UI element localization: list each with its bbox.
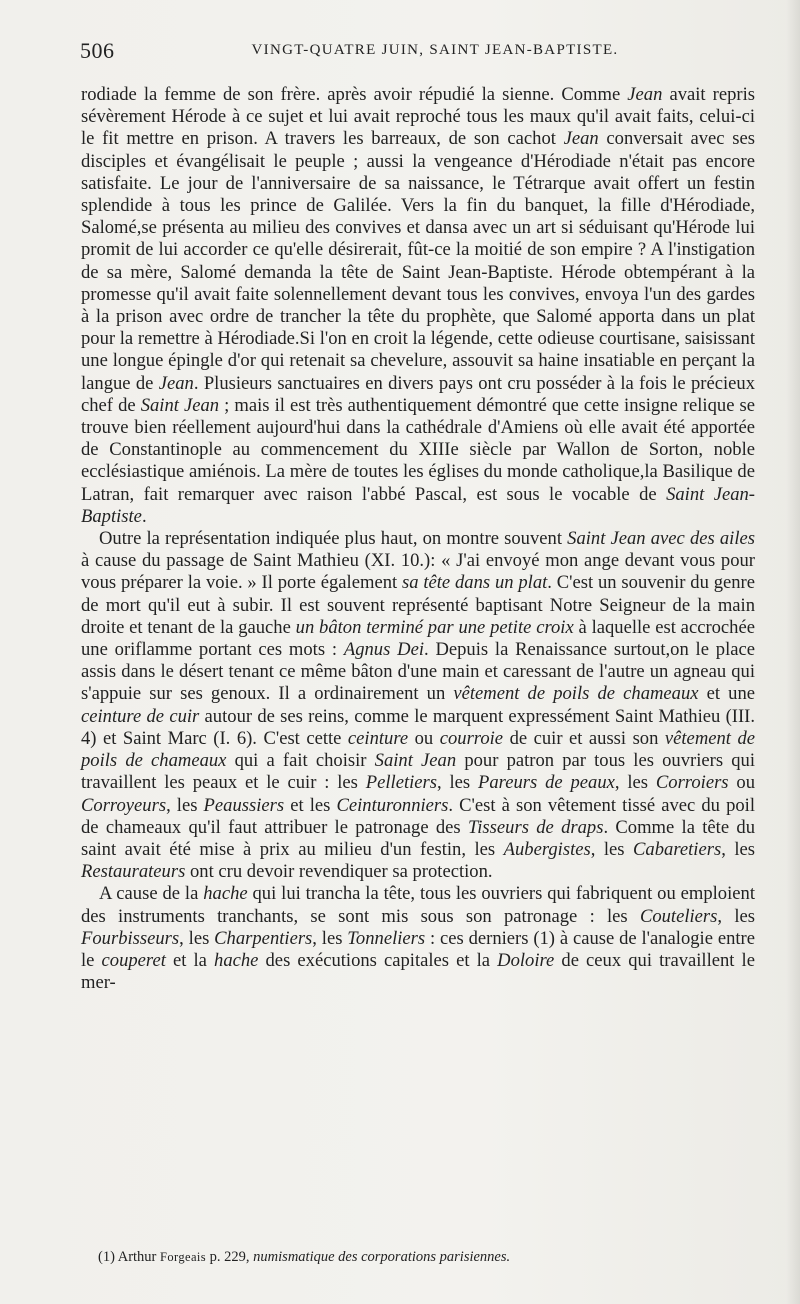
text-run: à cause du passage de Saint Mathieu (XI. 10.): « J'ai envoyé mon ange devant vous pour vous préparer la voie. » Il porte également (81, 550, 755, 594)
italic-text: Fourbisseurs (81, 927, 180, 949)
italic-text: Jean (563, 128, 599, 150)
text-run: et les (284, 794, 337, 816)
text-run: ou (728, 772, 755, 794)
page-edge-shadow (786, 0, 800, 1304)
running-title: VINGT-QUATRE JUIN, SAINT JEAN-BAPTISTE. (251, 42, 619, 58)
italic-text: Saint Jean avec des ailes (567, 528, 755, 550)
text-run: . C'est à son vêtement tissé avec du poil de chameaux qu'il faut attribuer le patronage des (81, 794, 755, 838)
italic-text: sa tête dans un plat (401, 572, 548, 594)
italic-text: Aubergistes (503, 838, 591, 860)
body-text (81, 84, 755, 994)
text-run: . Plusieurs sanctuaires en divers pays ont cru posséder à la fois le précieux chef de (81, 372, 755, 416)
italic-text: Couteliers (639, 905, 718, 927)
text-run: . C'est un souvenir du genre de mort qu'il eut à subir. Il est souvent représenté baptisant Notre Seigneur de la main droite et tenant de la gauche (81, 572, 755, 638)
text-run: ont cru devoir revendiquer sa protection. (185, 861, 493, 883)
text-run: conversait avec ses disciples et évangélisait le peuple ; aussi la vengeance d'Hérodiade n'était pas encore satisfaite. Le jour de l'anniversaire de sa naissance, le Tétrarque avait offert un festin splendide à tous les prince de Galilée. Vers la fin du banquet, la fille d'Hérodiade, Salomé,se présenta au milieu des convives et dansa avec un art si séduisant qu'Hérode lui promit de lui accorder ce qu'elle désirerait, fût-ce la moitié de son empire ? A l'instigation de sa mère, Salomé demanda la tête de Saint Jean-Baptiste. Hérode obtempérant à la promesse qu'il avait faite solennellement devant tous les convives, envoya l'un des gardes à la prison avec ordre de trancher la tête du prophète, que Salomé apporta dans un plat pour la remettre à Hérodiade.Si l'on en croit la légende, cette odieuse courtisane, saisissant une longue épingle d'or qui retenait sa chevelure, assouvit sa haine insatiable en perçant la langue de (81, 128, 755, 394)
text-run: qui lui trancha la tête, tous les ouvriers qui fabriquent ou emploient des instruments tranchants, se sont mis sous son patronage : les (81, 883, 755, 927)
paragraph (81, 528, 755, 883)
text-run: , les (179, 927, 215, 949)
italic-text: Pareurs de peaux (478, 772, 615, 794)
italic-text: hache (214, 949, 259, 971)
text-run: ou (408, 727, 440, 749)
text-run: des exécutions capitales et la (258, 949, 498, 971)
text-run: A cause de la (99, 883, 204, 905)
footnote-marker: (1) Arthur (98, 1249, 161, 1265)
text-run: pour patron par tous les ouvriers qui travaillent les peaux et le cuir : les (81, 750, 755, 794)
italic-text: Agnus Dei (343, 639, 424, 661)
italic-text: Tonneliers (347, 927, 426, 949)
footnote-page-ref: p. 229, (206, 1249, 254, 1265)
text-run: autour de ses reins, comme le marquent expressément Saint Mathieu (III. 4) et Saint Marc (I. 6). C'est cette (81, 705, 755, 749)
footnote-title: numismatique des corporations parisiennes. (253, 1249, 511, 1265)
text-run: à laquelle est accrochée une oriflamme portant ces mots : (81, 616, 755, 661)
text-run: , les (590, 838, 634, 860)
text-run: : ces derniers (1) à cause de l'analogie entre le (81, 927, 755, 971)
italic-text: un bâton terminé par une petite croix (295, 616, 574, 638)
text-run: , les (312, 927, 348, 949)
text-run: . Comme la tête du saint avait été mise à prix au milieu d'un festin, les (81, 816, 755, 860)
italic-text: Saint Jean-Baptiste (81, 483, 755, 527)
page-header (80, 38, 750, 68)
italic-text: Corroyeurs (81, 794, 167, 816)
text-run: rodiade la femme de son frère. après avoir répudié la sienne. Comme (81, 84, 628, 105)
text-run: , les (437, 772, 479, 794)
text-run: et la (165, 949, 215, 971)
text-run: qui a fait choisir (226, 750, 375, 772)
text-run: . (141, 505, 147, 527)
paragraph (81, 84, 755, 528)
italic-text: Corroiers (655, 772, 729, 794)
italic-text: Jean (158, 372, 194, 394)
text-run: Outre la représentation indiquée plus haut, on montre souvent (99, 528, 568, 550)
italic-text: vêtement de poils de chameaux (453, 683, 699, 705)
paragraph (81, 883, 755, 994)
text-run: , les (721, 838, 755, 860)
italic-text: Pelletiers (365, 772, 438, 794)
italic-text: Charpentiers (214, 927, 313, 949)
text-run: ; mais il est très authentiquement démontré que cette insigne relique se trouve bien réellement aujourd'hui dans la cathédrale d'Amiens où elle avait été apportée de Constantinople au commencement du XIIIe siècle par Wallon de Sorton, noble ecclésiastique amiénois. La mère de toutes les églises du monde catholique,la Basilique de Latran, fait remarquer avec raison l'abbé Pascal, est sous le vocable de (81, 394, 756, 505)
text-run: , les (166, 794, 204, 816)
italic-text: Doloire (497, 949, 555, 971)
italic-text: Cabaretiers (633, 838, 722, 860)
italic-text: ceinture de cuir (81, 705, 200, 727)
text-run: , les (614, 772, 656, 794)
text-run: de ceux qui travaillent le mer- (81, 949, 755, 994)
italic-text: couperet (101, 949, 166, 971)
italic-text: ceinture (347, 727, 409, 749)
text-run: et une (698, 683, 756, 705)
footnote (98, 1248, 758, 1266)
italic-text: Restaurateurs (81, 861, 186, 883)
text-run: , les (717, 905, 755, 927)
italic-text: Tisseurs de draps (467, 816, 604, 838)
italic-text: Ceinturonniers (336, 794, 449, 816)
italic-text: Saint Jean (140, 394, 220, 416)
text-run: avait repris sévèrement Hérode à ce sujet et lui avait reproché tous les maux qu'il avait faits, celui-ci le fit mettre en prison. A travers les barreaux, de son cachot (81, 84, 755, 150)
italic-text: Jean (627, 84, 663, 105)
italic-text: hache (203, 883, 248, 905)
italic-text: Peaussiers (203, 794, 285, 816)
footnote-author: Forgeais (160, 1250, 207, 1264)
text-run: . Depuis la Renaissance surtout,on le place assis dans le désert tenant ce même bâton d'une main et caressant de l'autre un agneau qui s'appuie sur ses genoux. Il a ordinairement un (81, 639, 755, 705)
text-run: de cuir et aussi son (503, 727, 665, 749)
page-number: 506 (80, 38, 115, 63)
italic-text: courroie (439, 727, 504, 749)
italic-text: vêtement de poils de chameaux (81, 727, 755, 772)
italic-text: Saint Jean (374, 750, 457, 772)
